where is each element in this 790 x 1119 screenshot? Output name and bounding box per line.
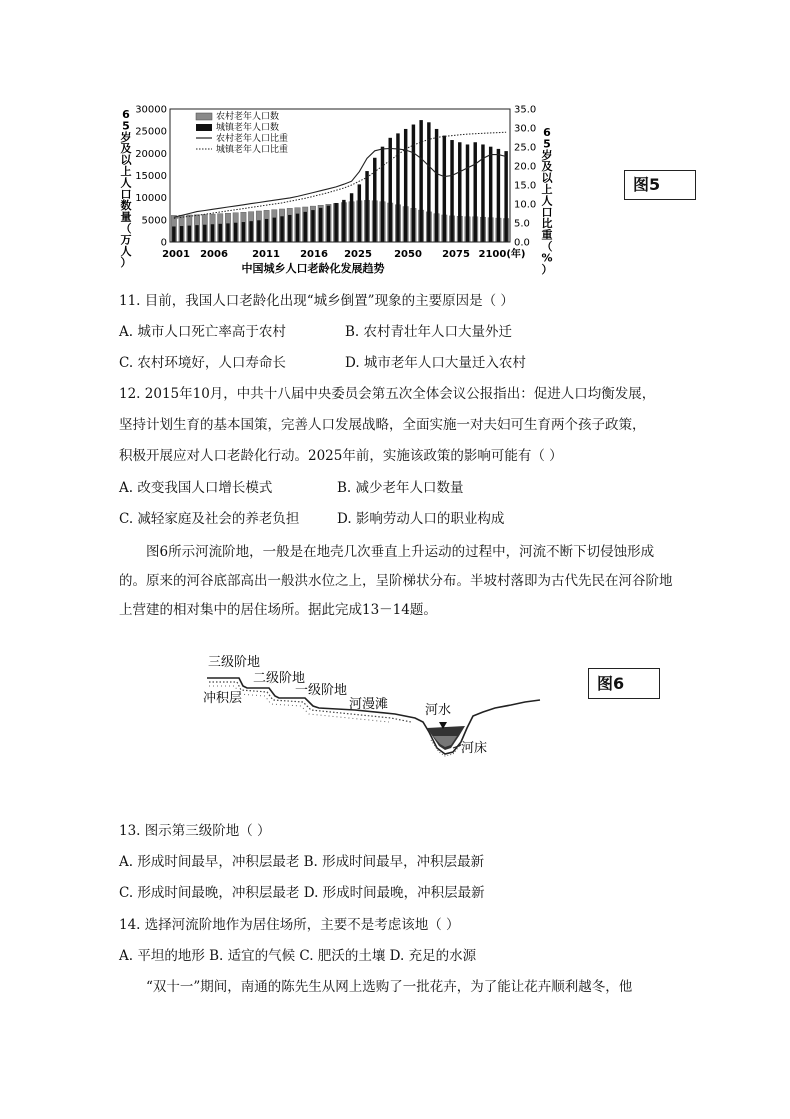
- right-tick-label: 30.0: [514, 123, 537, 135]
- bar-urban-elderly: [473, 142, 476, 242]
- population-aging-chart: [118, 104, 558, 276]
- left-axis-title-char: 人: [120, 244, 132, 258]
- bar-urban-elderly: [342, 200, 345, 242]
- left-tick-label: 20000: [135, 148, 167, 160]
- right-axis-title: [541, 126, 553, 276]
- bar-urban-elderly: [458, 142, 461, 242]
- left-tick-label: 15000: [135, 171, 167, 182]
- bar-urban-elderly: [404, 129, 407, 242]
- label-floodplain: 河漫滩: [349, 697, 389, 712]
- right-axis-title-char: 岁: [541, 148, 553, 162]
- legend-swatch-urban-count: [196, 124, 212, 131]
- bar-urban-elderly: [443, 136, 446, 242]
- left-axis-title-char: 数: [120, 199, 132, 213]
- legend-label: 农村老年人口数: [216, 112, 280, 122]
- right-tick-label: 10.0: [514, 199, 537, 211]
- x-tick-label: 2075: [442, 249, 470, 260]
- bar-urban-elderly: [211, 224, 214, 242]
- right-tick-label: 15.0: [514, 180, 537, 192]
- legend-label: 农村老年人口比重: [216, 134, 289, 144]
- left-axis-title-char: 岁: [120, 130, 132, 144]
- bar-urban-elderly: [172, 226, 175, 242]
- bar-urban-elderly: [296, 214, 299, 242]
- bar-urban-elderly: [203, 225, 206, 242]
- figure6-label: 图6: [588, 668, 660, 699]
- x-tick-label: 2011: [252, 249, 280, 260]
- right-axis-title-char: （: [541, 240, 553, 253]
- bar-urban-elderly: [280, 216, 283, 242]
- left-axis-title-char: 5: [122, 119, 130, 133]
- bar-urban-elderly: [412, 125, 415, 242]
- right-axis-ticks: [514, 105, 536, 249]
- left-axis-title-char: ）: [120, 256, 132, 270]
- x-tick-label: 2006: [200, 249, 228, 260]
- question14-options: A. 平坦的地形 B. 适宜的气候 C. 肥沃的土壤 D. 充足的水源: [119, 948, 477, 964]
- bar-urban-elderly: [358, 184, 361, 242]
- question13-stem: 13. 图示第三级阶地（ ）: [119, 823, 271, 839]
- bar-urban-elderly: [188, 226, 191, 242]
- right-tick-label: 0.0: [514, 237, 530, 249]
- ground-profile: [207, 678, 540, 754]
- bar-urban-elderly: [489, 147, 492, 242]
- right-axis-title-char: 6: [543, 126, 551, 139]
- bar-urban-elderly: [373, 158, 376, 242]
- x-tick-label: 2016: [300, 249, 328, 260]
- bar-urban-elderly: [435, 129, 438, 242]
- left-axis-title-char: 人: [120, 176, 132, 190]
- question13-options-ab: A. 形成时间最早，冲积层最老 B. 形成时间最早，冲积层最新: [119, 854, 485, 870]
- question12-option-b: B. 减少老年人口数量: [337, 480, 464, 496]
- right-tick-label: 35.0: [514, 104, 537, 116]
- bar-urban-elderly: [180, 226, 183, 242]
- chart-legend: [194, 110, 294, 161]
- left-tick-label: 0: [160, 237, 167, 249]
- x-tick-label: 2100(年): [478, 249, 526, 260]
- x-tick-label: 2001: [162, 249, 190, 260]
- right-tick-label: 5.0: [514, 218, 530, 230]
- legend-label: 城镇老年人口数: [216, 123, 280, 133]
- left-tick-label: 25000: [135, 126, 167, 138]
- label-alluvial-layer: 冲积层: [203, 691, 243, 706]
- bar-urban-elderly: [265, 219, 268, 242]
- left-axis-title-char: （: [120, 222, 132, 235]
- right-axis-title-char: 比: [541, 217, 553, 231]
- label-second-terrace: 二级阶地: [253, 671, 306, 686]
- x-tick-label: 2025: [344, 249, 372, 260]
- question12-line1: 12. 2015年10月，中共十八届中央委员会第五次全体会议公报指出：促进人口均衡发展，: [119, 386, 656, 402]
- question12-option-a: A. 改变我国人口增长模式: [119, 480, 273, 496]
- question11-stem: 11. 目前，我国人口老龄化出现“城乡倒置”现象的主要原因是（ ）: [119, 293, 514, 309]
- x-tick-label: 2050: [394, 249, 422, 260]
- right-axis-title-char: 以: [541, 171, 553, 185]
- bar-urban-elderly: [388, 138, 391, 242]
- bar-urban-elderly: [334, 203, 337, 242]
- right-axis-title-char: 重: [541, 228, 553, 242]
- left-axis-title-char: 口: [120, 187, 132, 201]
- bar-urban-elderly: [466, 144, 469, 242]
- bar-urban-elderly: [327, 206, 330, 242]
- question12-option-d: D. 影响劳动人口的职业构成: [337, 511, 505, 527]
- legend-swatch-rural-count: [196, 113, 212, 120]
- bar-urban-elderly: [242, 222, 245, 242]
- bar-urban-elderly: [226, 223, 229, 242]
- bar-urban-elderly: [319, 208, 322, 242]
- bar-urban-elderly: [195, 225, 198, 242]
- figure5-label: 图5: [624, 170, 696, 200]
- bar-urban-elderly: [234, 223, 237, 242]
- left-axis-title-char: 及: [120, 142, 132, 156]
- bar-urban-elderly: [303, 212, 306, 242]
- bar-urban-elderly: [381, 147, 384, 242]
- bar-urban-elderly: [311, 210, 314, 242]
- bar-urban-elderly: [249, 221, 252, 242]
- bar-urban-elderly: [365, 171, 368, 242]
- right-tick-label: 25.0: [514, 142, 537, 154]
- bar-urban-elderly: [288, 215, 291, 242]
- right-axis-title-char: 5: [543, 137, 551, 151]
- bar-urban-elderly: [450, 140, 453, 242]
- bar-urban-elderly: [218, 224, 221, 242]
- bar-urban-elderly: [419, 120, 422, 242]
- right-axis-title-char: ）: [541, 262, 553, 276]
- question12-option-c: C. 减轻家庭及社会的养老负担: [119, 511, 300, 527]
- left-tick-label: 10000: [135, 193, 167, 205]
- label-first-terrace: 一级阶地: [295, 683, 348, 698]
- question14-stem: 14. 选择河流阶地作为居住场所，主要不是考虑该地（ ）: [119, 917, 460, 933]
- bar-urban-elderly: [504, 151, 507, 242]
- left-axis-title-char: 量: [120, 210, 132, 224]
- left-axis-title-char: 万: [120, 233, 132, 247]
- right-axis-title-char: 上: [541, 183, 553, 196]
- right-axis-title-char: %: [541, 251, 553, 265]
- question11-option-c: C. 农村环境好，人口寿命长: [119, 355, 286, 371]
- chart-title: 中国城乡人口老龄化发展趋势: [241, 262, 385, 275]
- bar-urban-elderly: [273, 218, 276, 242]
- x-axis-ticks: [162, 247, 525, 260]
- right-axis-title-char: 及: [541, 160, 553, 174]
- bar-urban-elderly: [497, 149, 500, 242]
- question11-option-b: B. 农村青壮年人口大量外迁: [345, 324, 513, 340]
- question11-option-d: D. 城市老年人口大量迁入农村: [345, 355, 526, 371]
- question11-option-a: A. 城市人口死亡率高于农村: [119, 324, 286, 340]
- left-axis-ticks: [135, 105, 167, 249]
- left-tick-label: 5000: [141, 215, 167, 227]
- question12-line2: 坚持计划生育的基本国策，完善人口发展战略，全面实施一对夫妇可生育两个孩子政策，: [119, 417, 646, 433]
- label-third-terrace: 三级阶地: [208, 655, 261, 670]
- bar-urban-elderly: [396, 133, 399, 242]
- label-riverbed: 河床: [461, 741, 488, 756]
- question13-options-cd: C. 形成时间最晚，冲积层最老 D. 形成时间最晚，冲积层最新: [119, 885, 485, 901]
- left-axis-title-char: 以: [120, 153, 132, 167]
- bar-urban-elderly: [257, 220, 260, 242]
- right-axis-title-char: 口: [541, 205, 553, 219]
- passage-double-eleven: “双十一”期间，南通的陈先生从网上选购了一批花卉，为了能让花卉顺利越冬，他: [146, 979, 633, 995]
- right-axis-title-char: 人: [541, 194, 553, 208]
- right-tick-label: 20.0: [514, 161, 537, 173]
- left-tick-label: 30000: [135, 104, 167, 116]
- river-terrace-diagram: [195, 648, 550, 763]
- left-axis-title-char: 6: [122, 108, 130, 121]
- bar-urban-elderly: [350, 193, 353, 242]
- label-river-water: 河水: [425, 703, 452, 718]
- passage-river-terraces: 图6所示河流阶地，一般是在地壳几次垂直上升运动的过程中，河流不断下切侵蚀形成的。原来的河谷底部高出一般洪水位之上，呈阶梯状分布。半坡村落即为古代先民在河谷阶地上营建的相对集中的居住场所。据此完成13－14题。: [119, 544, 673, 618]
- question12-line3: 积极开展应对人口老龄化行动。2025年前，实施该政策的影响可能有（ ）: [119, 448, 563, 464]
- left-axis-title-char: 上: [120, 165, 132, 178]
- legend-label: 城镇老年人口比重: [216, 145, 289, 155]
- left-axis-title: [121, 108, 133, 269]
